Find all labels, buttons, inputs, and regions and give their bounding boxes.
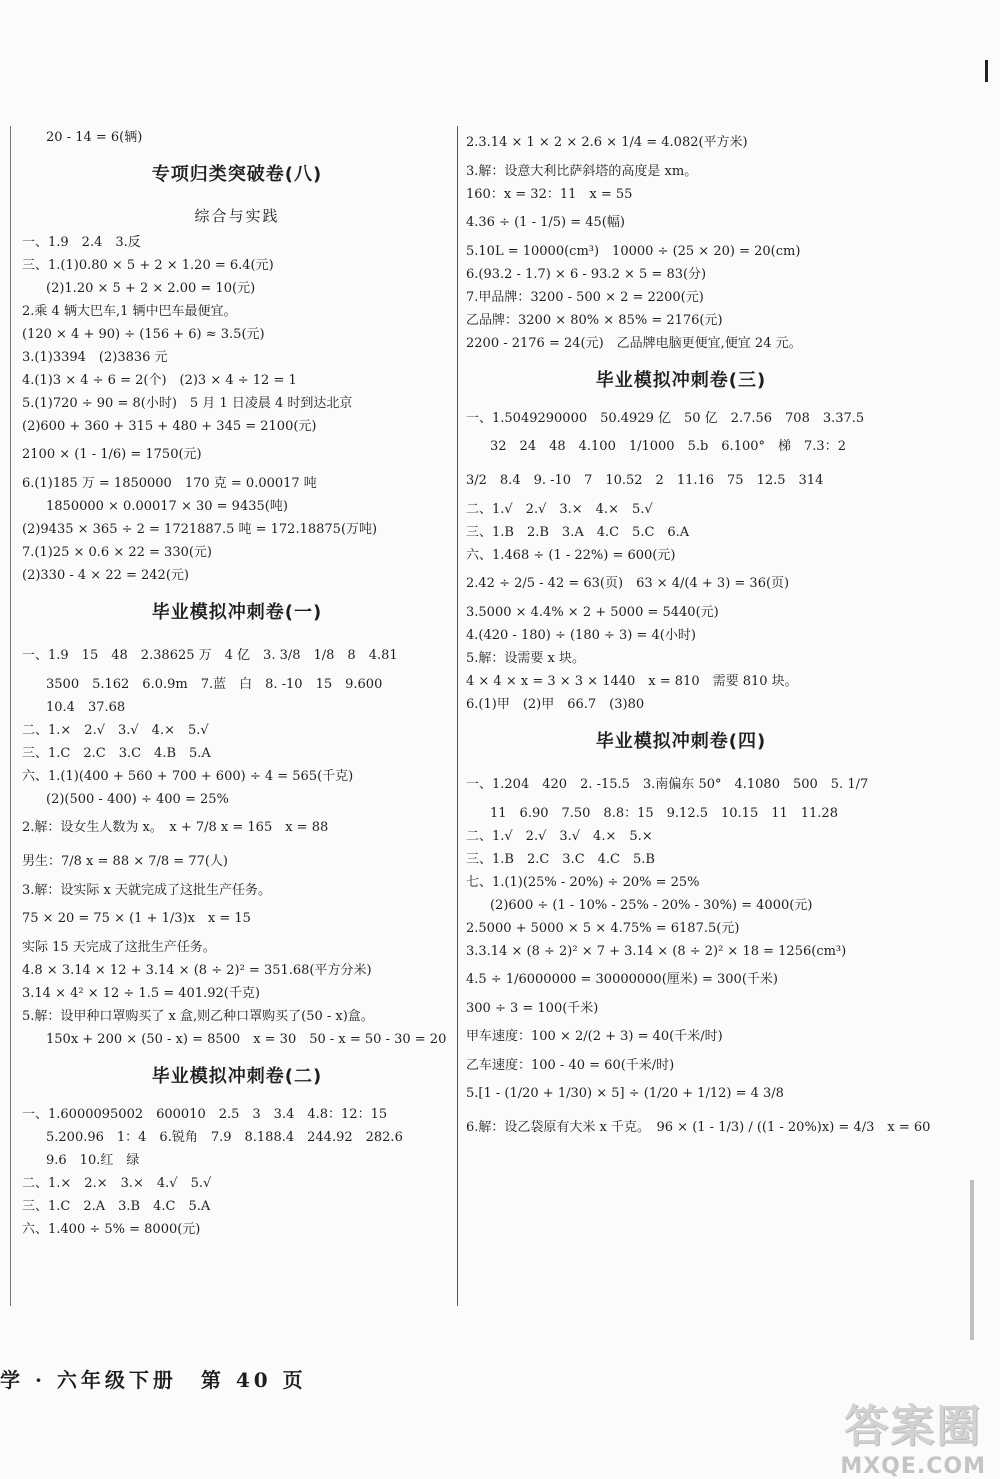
answer-line: 2.乘 4 辆大巴车,1 辆中巴车最便宜。 <box>22 304 237 319</box>
watermark <box>840 1390 986 1479</box>
answer-line: 4.5 ÷ 1/6000000 = 30000000(厘米) = 300(千米) <box>466 972 778 987</box>
answer-line: 3.14 × 4² × 12 ÷ 1.5 = 401.92(千克) <box>22 986 260 1001</box>
answer-line: 7.甲品牌：3200 - 500 × 2 = 2200(元) <box>466 290 704 305</box>
answer-line: 二、1.× 2.× 3.× 4.√ 5.√ <box>22 1176 212 1191</box>
answer-line: 三、1.(1)0.80 × 5 + 2 × 1.20 = 6.4(元) <box>22 258 274 273</box>
answer-line: 3.解：设意大利比萨斜塔的高度是 xm。 <box>466 164 698 179</box>
section-title: 毕业模拟冲刺卷(三) <box>595 370 767 391</box>
answer-line: 5.解：设需要 x 块。 <box>466 651 585 666</box>
section-title: 毕业模拟冲刺卷(一) <box>151 602 323 623</box>
section-title: 毕业模拟冲刺卷(二) <box>151 1066 323 1087</box>
answer-line: 4.36 ÷ (1 - 1/5) = 45(幅) <box>466 215 625 230</box>
answer-line: 六、1.(1)(400 + 560 + 700 + 600) ÷ 4 = 565(千克) <box>22 769 354 784</box>
page-edge-shadow <box>970 1180 974 1340</box>
watermark-logo-text: 答案圈 <box>844 1401 983 1452</box>
answer-line: 3.(1)3394 (2)3836 元 <box>22 350 168 365</box>
answer-line: (2)600 + 360 + 315 + 480 + 345 = 2100(元) <box>22 419 317 434</box>
page-footer: 学 · 六年级下册 第 40 页 <box>0 1368 307 1392</box>
answer-line: (2)330 - 4 × 22 = 242(元) <box>22 568 189 583</box>
answer-line: 乙车速度：100 - 40 = 60(千米/时) <box>466 1058 675 1073</box>
answer-line: 三、1.C 2.A 3.B 4.C 5.A <box>22 1199 211 1214</box>
right-answer-column <box>466 126 931 1145</box>
section-title: 专项归类突破卷(八) <box>151 164 323 185</box>
answer-line: 甲车速度：100 × 2/(2 + 3) = 40(千米/时) <box>466 1029 723 1044</box>
column-divider <box>457 126 458 1306</box>
answer-line: 11 6.90 7.50 8.8：15 9.12.5 10.15 11 11.28 <box>490 806 838 821</box>
answer-line: 2.5000 + 5000 × 5 × 4.75% = 6187.5(元) <box>466 921 740 936</box>
answer-line: 二、1.√ 2.√ 3.× 4.× 5.√ <box>466 502 653 517</box>
answer-line: 一、1.9 15 48 2.38625 万 4 亿 3. 3/8 1/8 8 4.81 <box>22 648 398 663</box>
answer-line: 二、1.√ 2.√ 3.√ 4.× 5.× <box>466 829 653 844</box>
answer-line: 4.(1)3 × 4 ÷ 6 = 2(个) (2)3 × 4 ÷ 12 = 1 <box>22 373 297 388</box>
answer-line: 3.3.14 × (8 ÷ 2)² × 7 + 3.14 × (8 ÷ 2)² × 18 = 1256(cm³) <box>466 944 847 959</box>
answer-line: 三、1.B 2.B 3.A 4.C 5.C 6.A <box>466 525 690 540</box>
left-answer-column <box>22 126 452 1241</box>
answer-line: 3500 5.162 6.0.9m 7.蓝 白 8. -10 15 9.600 <box>46 677 383 692</box>
answer-line: 实际 15 天完成了这批生产任务。 <box>22 940 216 955</box>
answer-line: 4.(420 - 180) ÷ (180 ÷ 3) = 4(小时) <box>466 628 696 643</box>
corner-mark <box>985 60 988 82</box>
answer-line: 三、1.B 2.C 3.C 4.C 5.B <box>466 852 655 867</box>
answer-line: (120 × 4 + 90) ÷ (156 + 6) ≈ 3.5(元) <box>22 327 265 342</box>
answer-line: 300 ÷ 3 = 100(千米) <box>466 1001 599 1016</box>
answer-line: 7.(1)25 × 0.6 × 22 = 330(元) <box>22 545 213 560</box>
answer-line: 2200 - 2176 = 24(元) 乙品牌电脑更便宜,便宜 24 元。 <box>466 336 802 351</box>
section-subtitle: 综合与实践 <box>194 207 280 225</box>
answer-line: 5.200.96 1：4 6.锐角 7.9 8.188.4 244.92 282.6 <box>46 1130 403 1145</box>
answer-line: 6.(1)甲 (2)甲 66.7 (3)80 <box>466 697 645 712</box>
answer-line: 4 × 4 × x = 3 × 3 × 1440 x = 810 需要 810 块。 <box>466 674 798 689</box>
answer-line: 6.解：设乙袋原有大米 x 千克。 96 × (1 - 1/3) / ((1 - 20%)x) = 4/3 x = 60 <box>466 1120 931 1135</box>
answer-line: 2.解：设女生人数为 x。 x + 7/8 x = 165 x = 88 <box>22 820 329 835</box>
answer-line: 一、1.204 420 2. -15.5 3.南偏东 50° 4.1080 500 5. 1/7 <box>466 777 869 792</box>
answer-line: 5.10L = 10000(cm³) 10000 ÷ (25 × 20) = 20(cm) <box>466 244 801 259</box>
answer-line: 150x + 200 × (50 - x) = 8500 x = 30 50 - x = 50 - 30 = 20 <box>46 1032 447 1047</box>
answer-line: 2.3.14 × 1 × 2 × 2.6 × 1/4 = 4.082(平方米) <box>466 135 748 150</box>
answer-line: 一、1.6000095002 600010 2.5 3 3.4 4.8：12：15 <box>22 1107 388 1122</box>
answer-line: 2.42 ÷ 2/5 - 42 = 63(页) 63 × 4/(4 + 3) = 36(页) <box>466 576 790 591</box>
answer-line: 10.4 37.68 <box>46 700 126 715</box>
answer-line: 75 × 20 = 75 × (1 + 1/3)x x = 15 <box>22 911 251 926</box>
answer-line: 男生：7/8 x = 88 × 7/8 = 77(人) <box>22 854 229 869</box>
answer-line: 七、1.(1)(25% - 20%) ÷ 20% = 25% <box>466 875 700 890</box>
section-title: 毕业模拟冲刺卷(四) <box>595 731 767 752</box>
answer-line: 9.6 10.红 绿 <box>46 1153 140 1168</box>
answer-line: 3.解：设实际 x 天就完成了这批生产任务。 <box>22 883 271 898</box>
left-margin-rule <box>10 126 11 1306</box>
answer-line: 5.(1)720 ÷ 90 = 8(小时) 5 月 1 日凌晨 4 时到达北京 <box>22 396 353 411</box>
answer-line: 乙品牌：3200 × 80% × 85% = 2176(元) <box>466 313 723 328</box>
answer-line: 6.(93.2 - 1.7) × 6 - 93.2 × 5 = 83(分) <box>466 267 707 282</box>
answer-line: 20 - 14 = 6(辆) <box>46 130 143 145</box>
answer-line: (2)600 ÷ (1 - 10% - 25% - 20% - 30%) = 4000(元) <box>490 898 813 913</box>
answer-line: 4.8 × 3.14 × 12 + 3.14 × (8 ÷ 2)² = 351.68(平方分米) <box>22 963 372 978</box>
answer-line: 5.[1 - (1/20 + 1/30) × 5] ÷ (1/20 + 1/12) = 4 3/8 <box>466 1086 784 1101</box>
answer-line: 六、1.400 ÷ 5% = 8000(元) <box>22 1222 201 1237</box>
answer-line: 6.(1)185 万 = 1850000 170 克 = 0.00017 吨 <box>22 476 317 491</box>
answer-line: 二、1.× 2.√ 3.√ 4.× 5.√ <box>22 723 209 738</box>
answer-line: 六、1.468 ÷ (1 - 22%) = 600(元) <box>466 548 676 563</box>
answer-line: 3.5000 × 4.4% × 2 + 5000 = 5440(元) <box>466 605 719 620</box>
answer-line: 2100 × (1 - 1/6) = 1750(元) <box>22 447 202 462</box>
answer-line: 一、1.5049290000 50.4929 亿 50 亿 2.7.56 708 3.37.5 <box>466 411 865 426</box>
answer-line: (2)9435 × 365 ÷ 2 = 1721887.5 吨 = 172.18875(万吨) <box>22 522 378 537</box>
answer-line: 3/2 8.4 9. -10 7 10.52 2 11.16 75 12.5 314 <box>466 473 824 488</box>
answer-line: 32 24 48 4.100 1/1000 5.b 6.100° 梯 7.3：2 <box>490 439 846 454</box>
answer-line: 一、1.9 2.4 3.反 <box>22 235 141 250</box>
answer-line: 1850000 × 0.00017 × 30 = 9435(吨) <box>46 499 288 514</box>
answer-line: 5.解：设甲种口罩购买了 x 盒,则乙种口罩购买了(50 - x)盒。 <box>22 1009 374 1024</box>
watermark-url: MXQE.COM <box>840 1454 986 1479</box>
answer-line: (2)1.20 × 5 + 2 × 2.00 = 10(元) <box>46 281 256 296</box>
answer-line: (2)(500 - 400) ÷ 400 = 25% <box>46 792 229 807</box>
answer-line: 三、1.C 2.C 3.C 4.B 5.A <box>22 746 211 761</box>
answer-line: 160：x = 32：11 x = 55 <box>466 187 633 202</box>
